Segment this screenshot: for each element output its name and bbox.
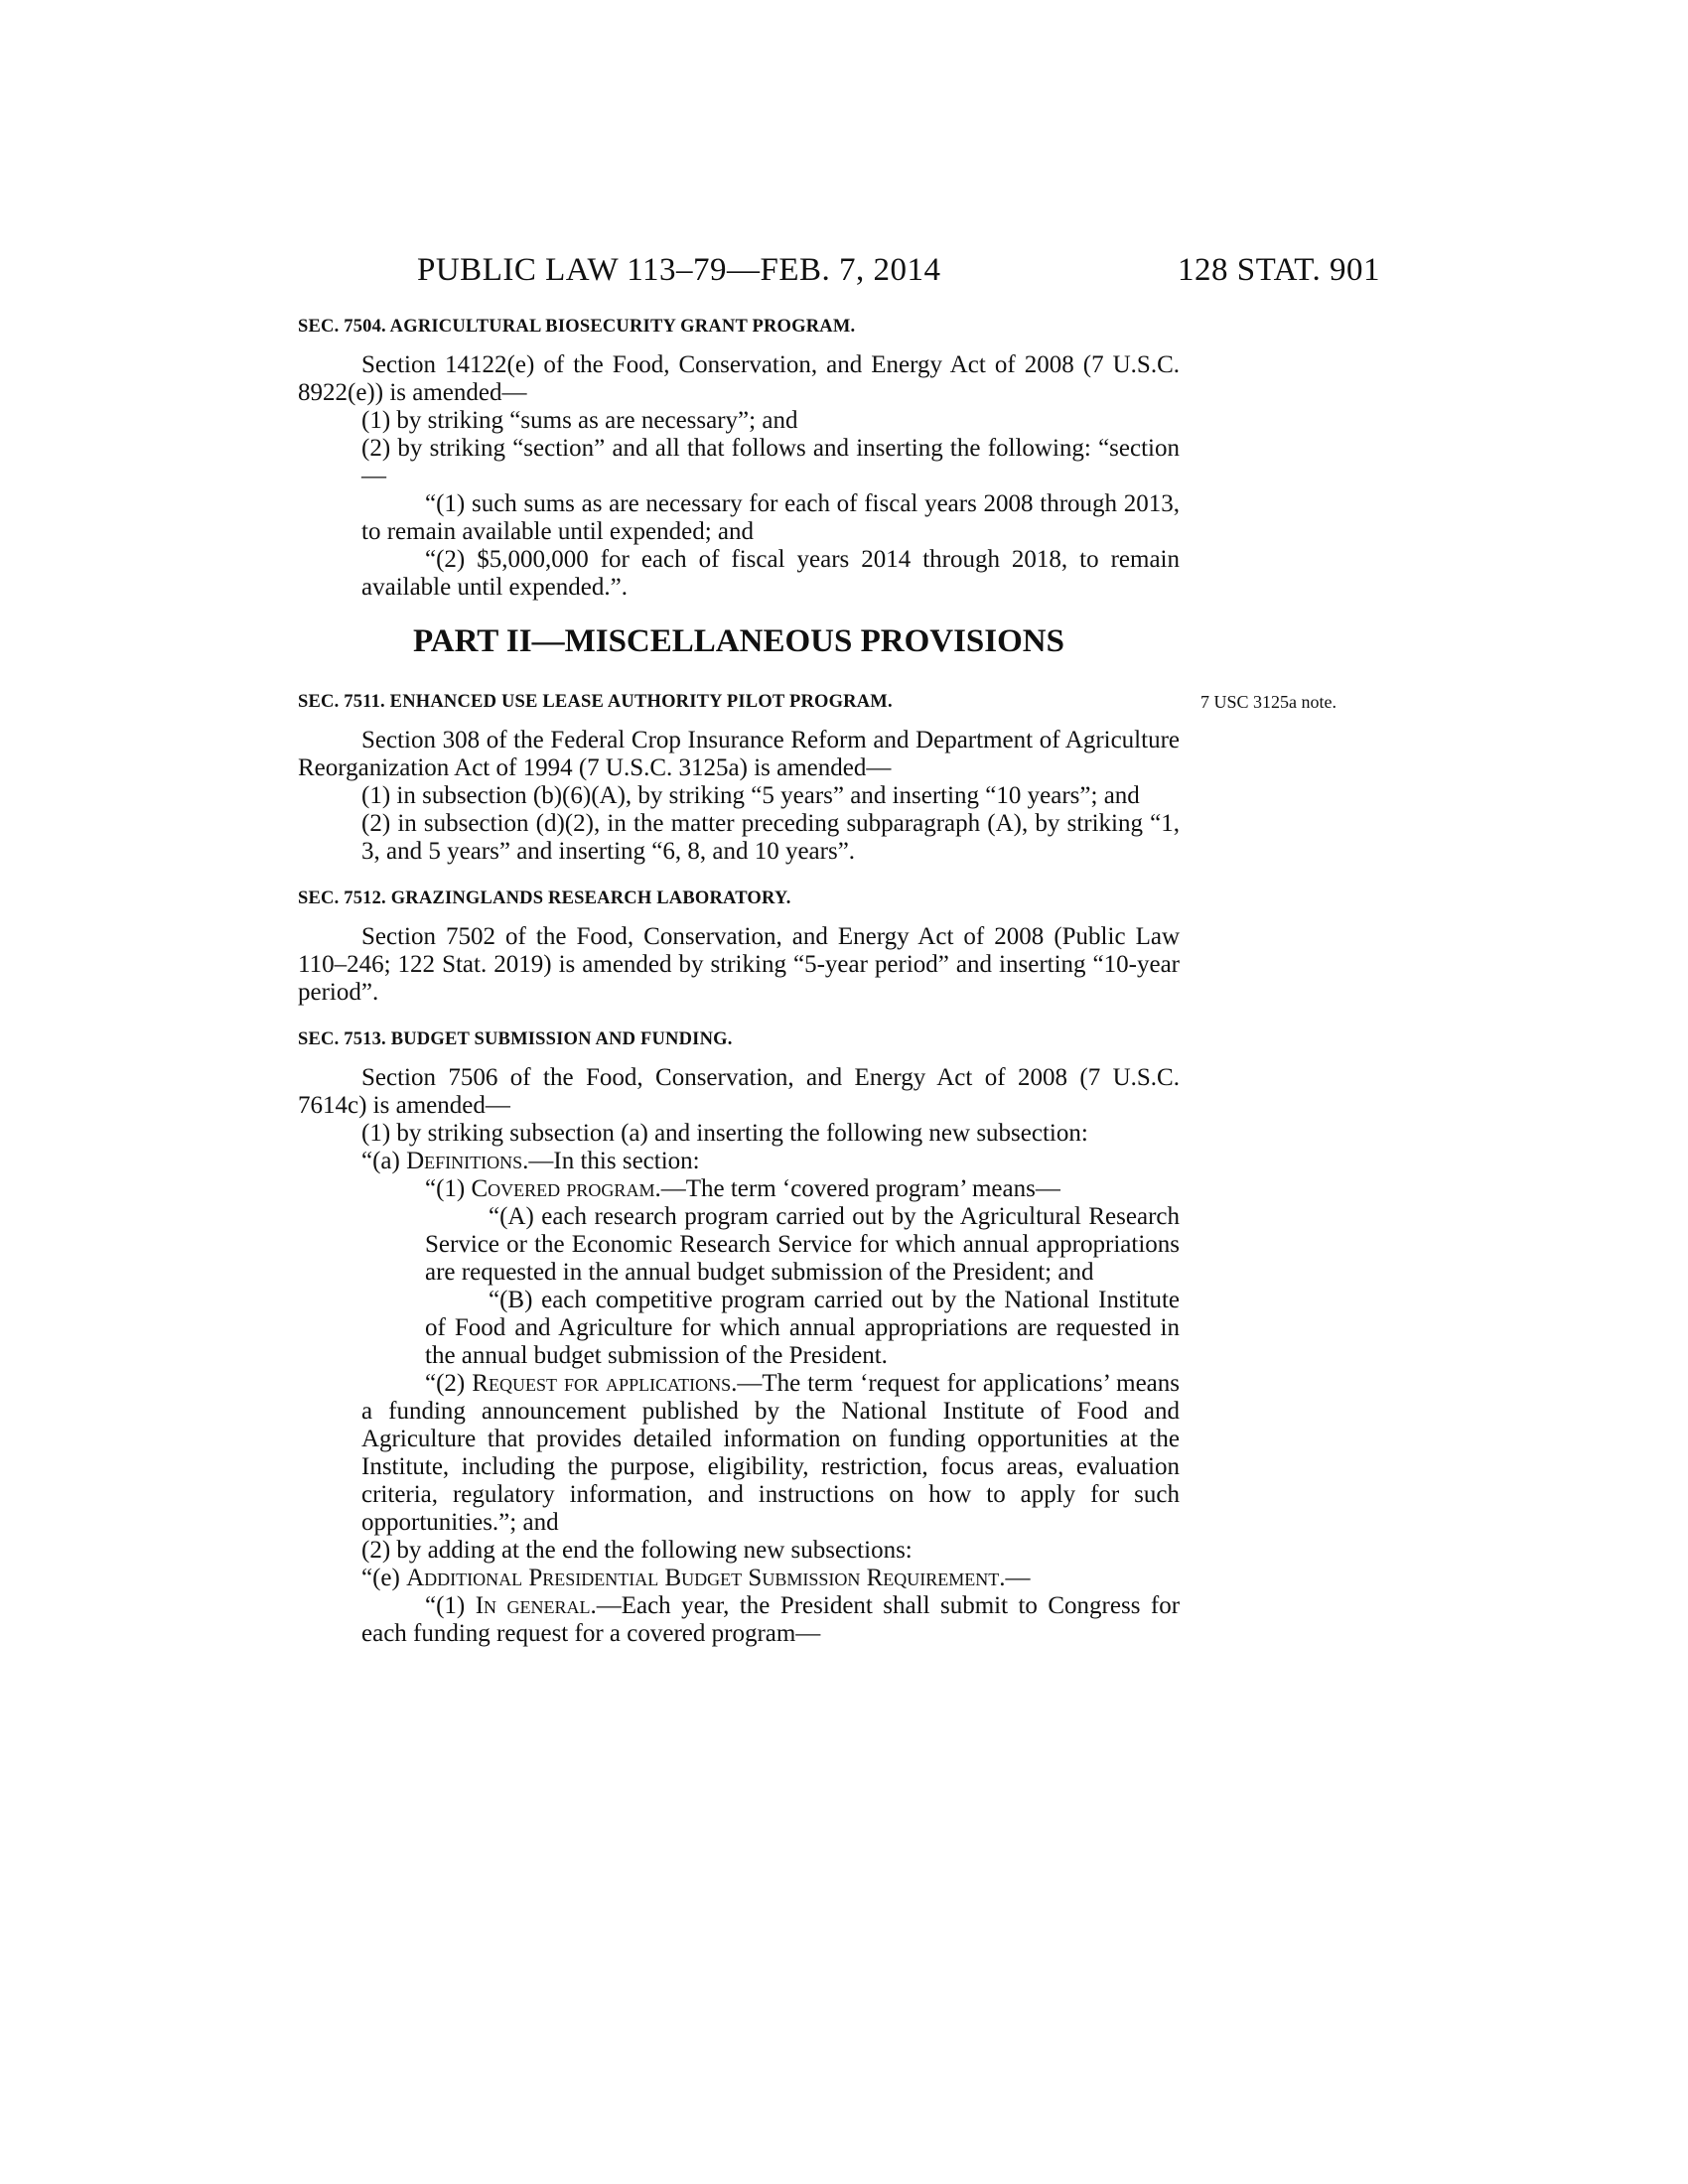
sec-7513-def-1 — [298, 1175, 1180, 1203]
subsection-e-text: .— — [999, 1565, 1031, 1591]
section-heading-7504: SEC. 7504. AGRICULTURAL BIOSECURITY GRANT PROGRAM. — [298, 317, 856, 337]
sec-7513-def-A: “(A) each research program carried out by the Agricultural Research Service or the Economic Research Service for which annual appropriations are requested in the annual budget submission of the President; and — [425, 1203, 1180, 1286]
section-heading-7512: SEC. 7512. GRAZINGLANDS RESEARCH LABORATORY. — [298, 888, 791, 908]
def-2-caption: Request for applications — [472, 1370, 732, 1397]
sec-7511-intro: Section 308 of the Federal Crop Insurance Reform and Department of Agriculture Reorganization Act of 1994 (7 U.S.C. 3125a) is amended— — [298, 727, 1180, 781]
margin-note: 7 USC 3125a note. — [1200, 692, 1336, 712]
def-2-text: .—The term ‘request for applications’ means a funding announcement published by the National Institute of Food and Agriculture that provides detailed information on funding opportunities at the Institute, including the purpose, eligibility, restriction, focus areas, evaluation criteria, regulatory information, and instructions on how to apply for such opportunities.”; and — [361, 1370, 1180, 1536]
page-header-title: PUBLIC LAW 113–79—FEB. 7, 2014 — [417, 252, 941, 288]
sec-7511-item-2: (2) in subsection (d)(2), in the matter preceding subparagraph (A), by striking “1, 3, and 5 years” and inserting “6, 8, and 10 years”. — [361, 810, 1180, 865]
subsection-a-prefix: “(a) — [361, 1148, 407, 1174]
subsection-a-caption: Definitions — [406, 1148, 523, 1174]
sec-7513-item-1: (1) by striking subsection (a) and inserting the following new subsection: — [361, 1120, 1088, 1147]
sec-7504-item-2: (2) by striking “section” and all that follows and inserting the following: “section— — [361, 435, 1180, 489]
in-general-text: .—Each year, the President shall submit to Congress for each funding request for a covered program— — [361, 1592, 1181, 1647]
page-number: 128 STAT. 901 — [1177, 252, 1380, 288]
section-heading-7511: SEC. 7511. ENHANCED USE LEASE AUTHORITY PILOT PROGRAM. — [298, 692, 893, 712]
sec-7513-item-2: (2) by adding at the end the following new subsections: — [361, 1537, 913, 1564]
section-heading-7513: SEC. 7513. BUDGET SUBMISSION AND FUNDING. — [298, 1029, 733, 1049]
sec-7504-item-1: (1) by striking “sums as are necessary”; and — [361, 407, 798, 434]
sec-7513-subsection-e — [298, 1565, 1180, 1592]
in-general-prefix: “(1) — [425, 1592, 476, 1619]
sec-7513-def-B: “(B) each competitive program carried out by the National Institute of Food and Agriculture for which annual appropriations are requested in the annual budget submission of the President. — [425, 1287, 1180, 1369]
sec-7513-in-general — [298, 1592, 1180, 1648]
part-heading: PART II—MISCELLANEOUS PROVISIONS — [413, 623, 1064, 659]
sec-7513-subsection-a — [298, 1148, 1180, 1175]
def-1-caption: Covered program — [471, 1175, 655, 1202]
def-1-text: .—The term ‘covered program’ means— — [654, 1175, 1060, 1202]
sec-7513-intro: Section 7506 of the Food, Conservation, and Energy Act of 2008 (7 U.S.C. 7614c) is amended— — [298, 1064, 1180, 1119]
running-head — [298, 252, 1380, 292]
subsection-e-prefix: “(e) — [361, 1565, 407, 1591]
def-1-prefix: “(1) — [425, 1175, 472, 1202]
in-general-caption: In general — [475, 1592, 591, 1619]
sec-7504-quote-2: “(2) $5,000,000 for each of fiscal years 2014 through 2018, to remain available until expended.”. — [361, 546, 1180, 601]
def-2-prefix: “(2) — [425, 1370, 473, 1397]
sec-7513-def-2 — [298, 1370, 1180, 1537]
sec-7504-quote-1: “(1) such sums as are necessary for each of fiscal years 2008 through 2013, to remain available until expended; and — [361, 490, 1180, 545]
subsection-e-caption: Additional Presidential Budget Submission Requirement — [406, 1565, 1000, 1591]
main-column — [298, 316, 1180, 1648]
subsection-a-text: .—In this section: — [522, 1148, 700, 1174]
sec-7511-item-1: (1) in subsection (b)(6)(A), by striking “5 years” and inserting “10 years”; and — [361, 782, 1140, 809]
sec-7512-body: Section 7502 of the Food, Conservation, and Energy Act of 2008 (Public Law 110–246; 122 Stat. 2019) is amended by striking “5-year period” and inserting “10-year period”. — [298, 923, 1180, 1006]
sec-7504-intro: Section 14122(e) of the Food, Conservation, and Energy Act of 2008 (7 U.S.C. 8922(e)) is amended— — [298, 351, 1180, 406]
